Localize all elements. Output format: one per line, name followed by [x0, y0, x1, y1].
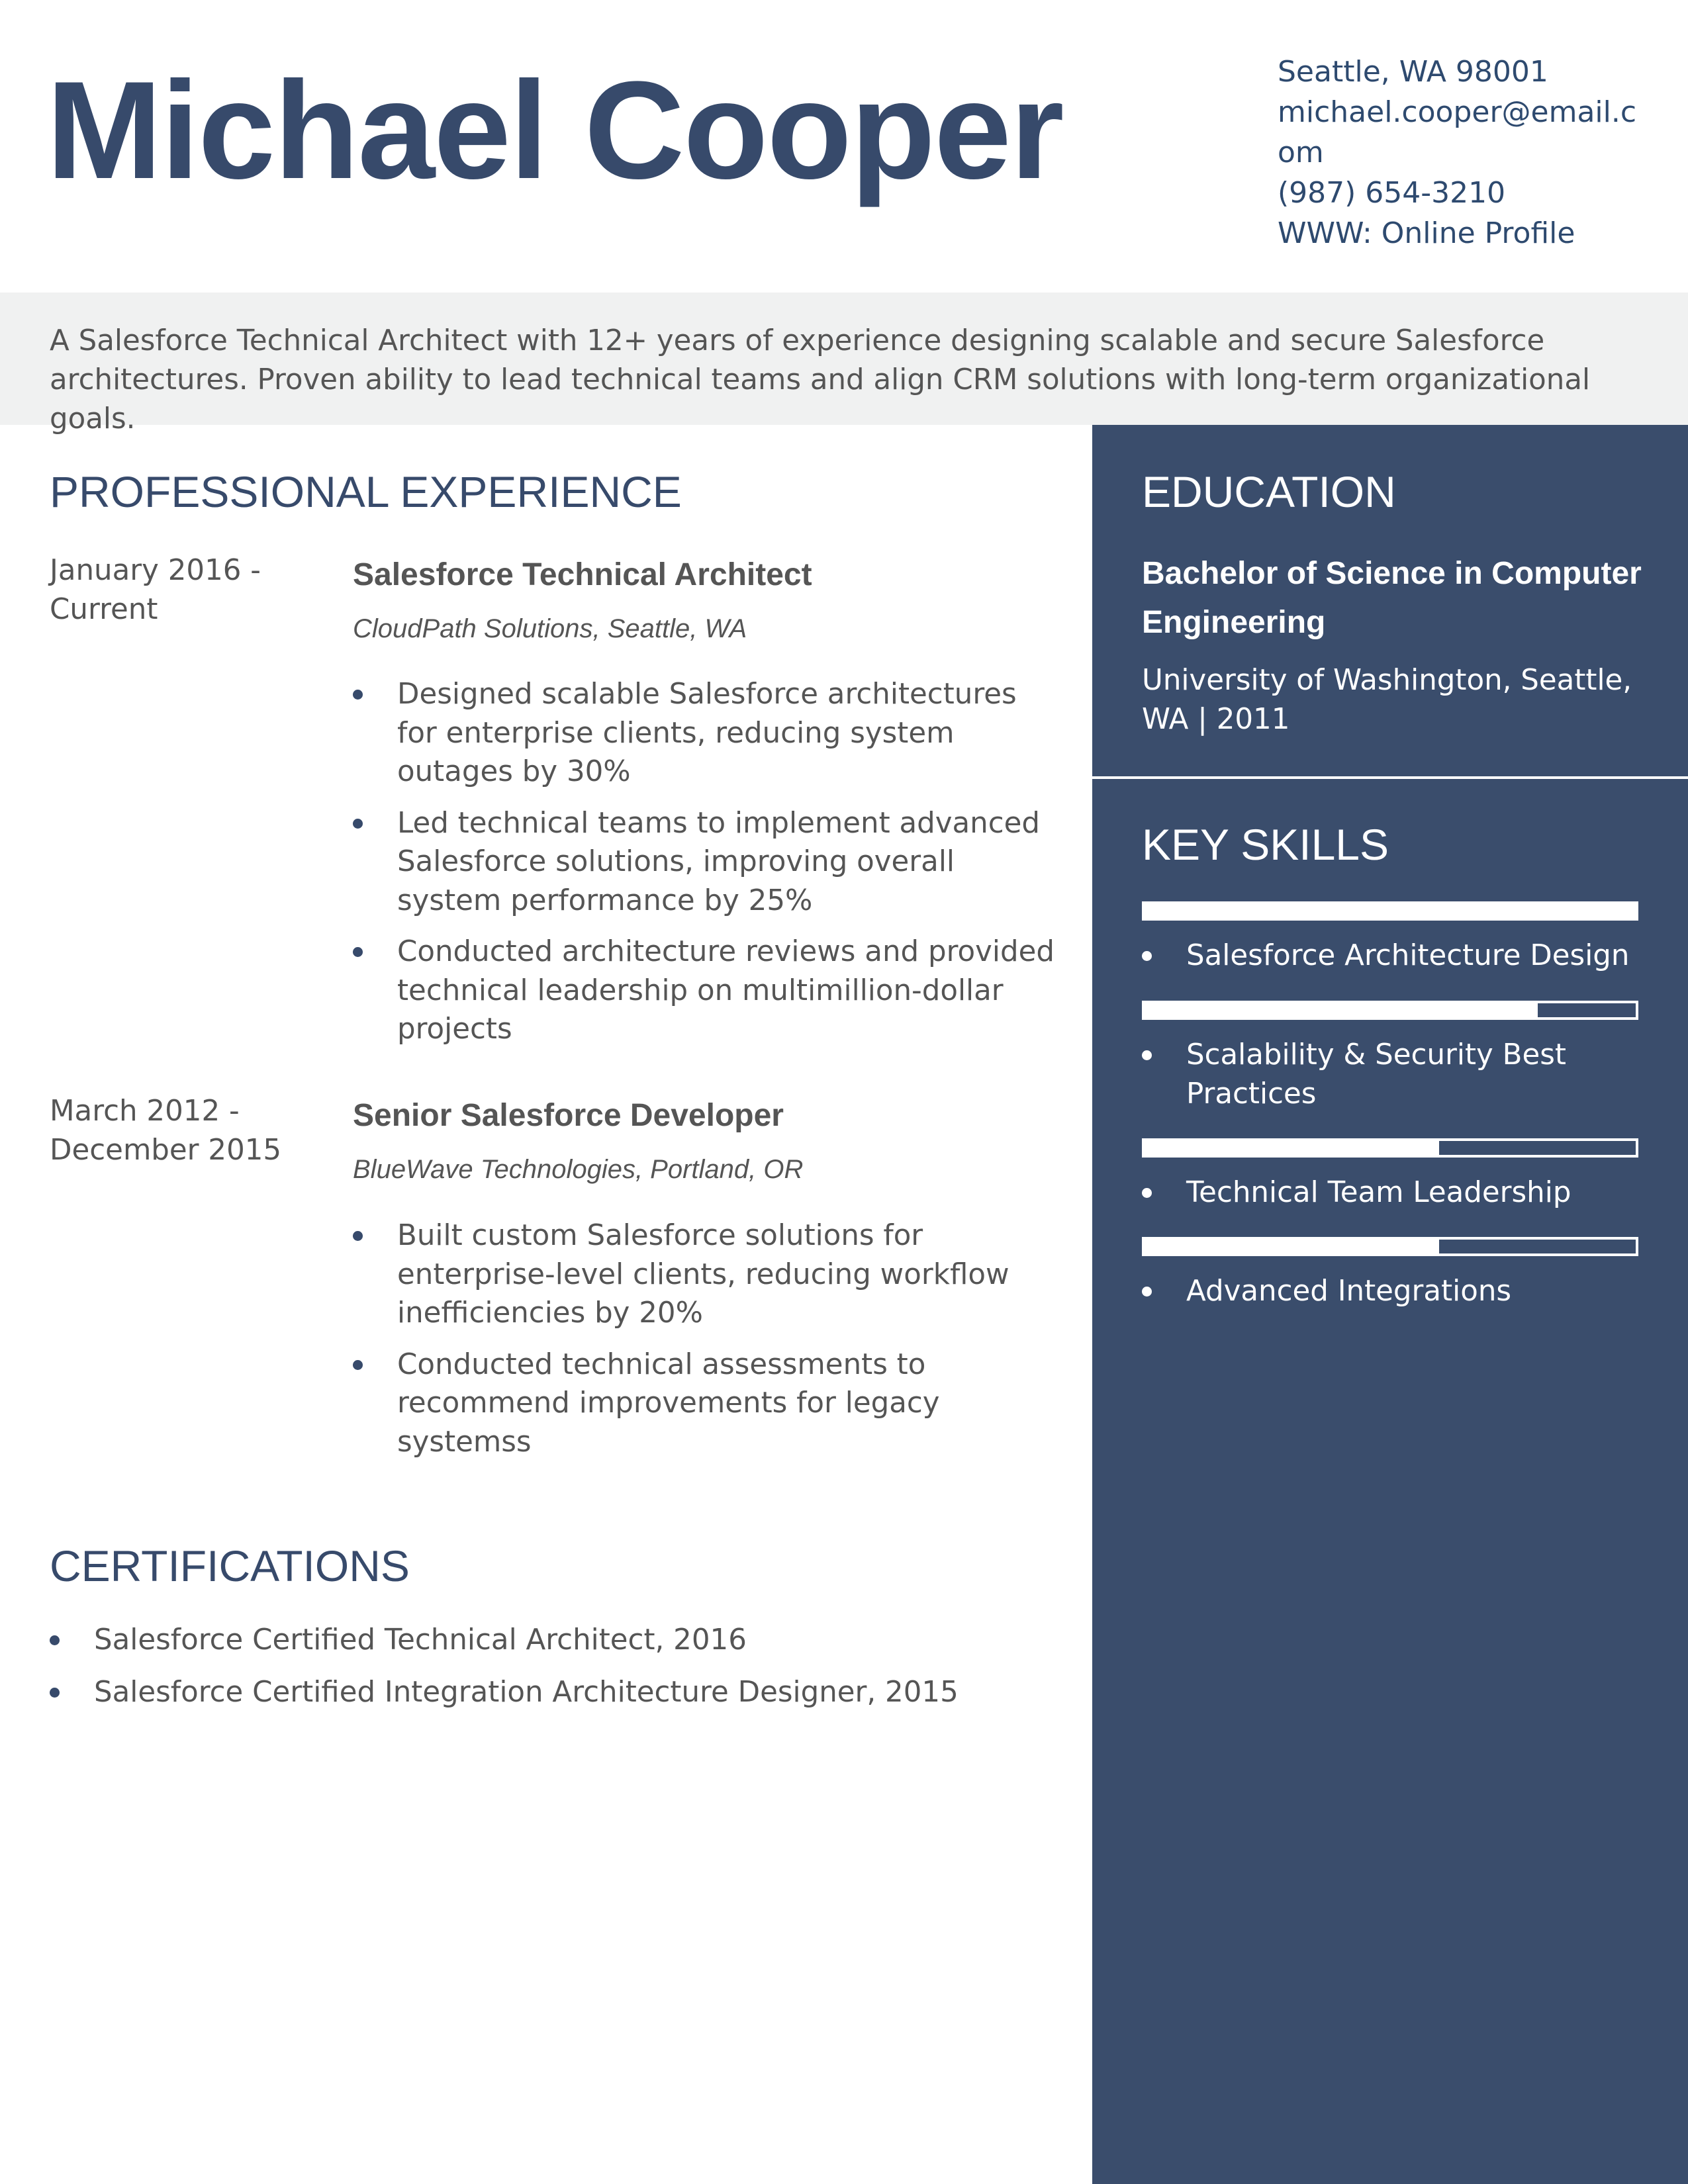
skill-level-fill: [1145, 1141, 1439, 1155]
job-1-bullets: [353, 675, 1055, 1062]
list-item: Led technical teams to implement advanced Salesforce solutions, improving overall system performance by 25%: [353, 804, 1055, 921]
bullet-icon: [1142, 1050, 1152, 1060]
job-1-company: CloudPath Solutions, Seattle, WA: [353, 614, 747, 643]
certifications-heading: CERTIFICATIONS: [50, 1541, 410, 1590]
sidebar-divider: [1092, 776, 1688, 779]
candidate-name: Michael Cooper: [46, 52, 1063, 208]
experience-heading: PROFESSIONAL EXPERIENCE: [50, 467, 682, 516]
skills-heading: KEY SKILLS: [1142, 820, 1389, 869]
contact-info: [1278, 52, 1648, 253]
list-item: Conducted architecture reviews and provided technical leadership on multimillion-dollar projects: [353, 933, 1055, 1049]
job-2-bullets: [353, 1216, 1055, 1474]
skill-item: Scalability & Security Best Practices: [1142, 1036, 1658, 1114]
bullet-icon: [1142, 1188, 1152, 1198]
skill-level-bar: [1142, 901, 1638, 921]
professional-summary: A Salesforce Technical Architect with 12+ years of experience designing scalable and secure Salesforce architectures. Proven ability to lead technical teams and align CRM solutions with long-term organizational goals.: [50, 324, 1591, 435]
skill-level-bar: [1142, 1138, 1638, 1158]
skill-item: Technical Team Leadership: [1142, 1173, 1658, 1212]
job-2-company: BlueWave Technologies, Portland, OR: [353, 1155, 804, 1184]
job-1-dates: January 2016 - Current: [50, 554, 261, 626]
bullet-icon: [1142, 951, 1152, 961]
bullet-icon: [50, 1688, 60, 1698]
skill-level-fill: [1145, 1003, 1538, 1017]
contact-email[interactable]: michael.cooper@email.com: [1278, 95, 1637, 169]
bullet-icon: [353, 1231, 363, 1241]
education-school: University of Washington, Seattle, WA | 2011: [1142, 664, 1632, 736]
education-degree: Bachelor of Science in Computer Engineering: [1142, 556, 1642, 640]
bullet-icon: [1142, 1287, 1152, 1297]
skill-level-fill: [1145, 904, 1636, 918]
list-item: Conducted technical assessments to recommend improvements for legacy systemss: [353, 1345, 1055, 1462]
skill-level-bar: [1142, 1237, 1638, 1256]
bullet-icon: [50, 1635, 60, 1645]
bullet-icon: [353, 1360, 363, 1370]
skill-item: Salesforce Architecture Design: [1142, 936, 1658, 976]
list-item: Salesforce Certified Integration Architecture Designer, 2015: [50, 1673, 1069, 1712]
job-1-title: Salesforce Technical Architect: [353, 557, 812, 592]
job-2-title: Senior Salesforce Developer: [353, 1098, 784, 1133]
list-item: Designed scalable Salesforce architectures for enterprise clients, reducing system outages by 30%: [353, 675, 1055, 792]
list-item: Built custom Salesforce solutions for enterprise-level clients, reducing workflow inefficiencies by 20%: [353, 1216, 1055, 1333]
bullet-icon: [353, 819, 363, 829]
contact-location: Seattle, WA 98001: [1278, 55, 1548, 89]
bullet-icon: [353, 947, 363, 957]
skill-level-bar: [1142, 1001, 1638, 1020]
list-item: Salesforce Certified Technical Architect, 2016: [50, 1621, 1069, 1660]
education-heading: EDUCATION: [1142, 467, 1396, 516]
contact-phone: (987) 654-3210: [1278, 176, 1506, 210]
bullet-icon: [353, 690, 363, 700]
certifications-list: [50, 1621, 1069, 1725]
skill-item: Advanced Integrations: [1142, 1272, 1658, 1311]
skill-level-fill: [1145, 1240, 1439, 1253]
job-2-dates: March 2012 - December 2015: [50, 1095, 282, 1167]
contact-website-link[interactable]: WWW: Online Profile: [1278, 216, 1575, 250]
